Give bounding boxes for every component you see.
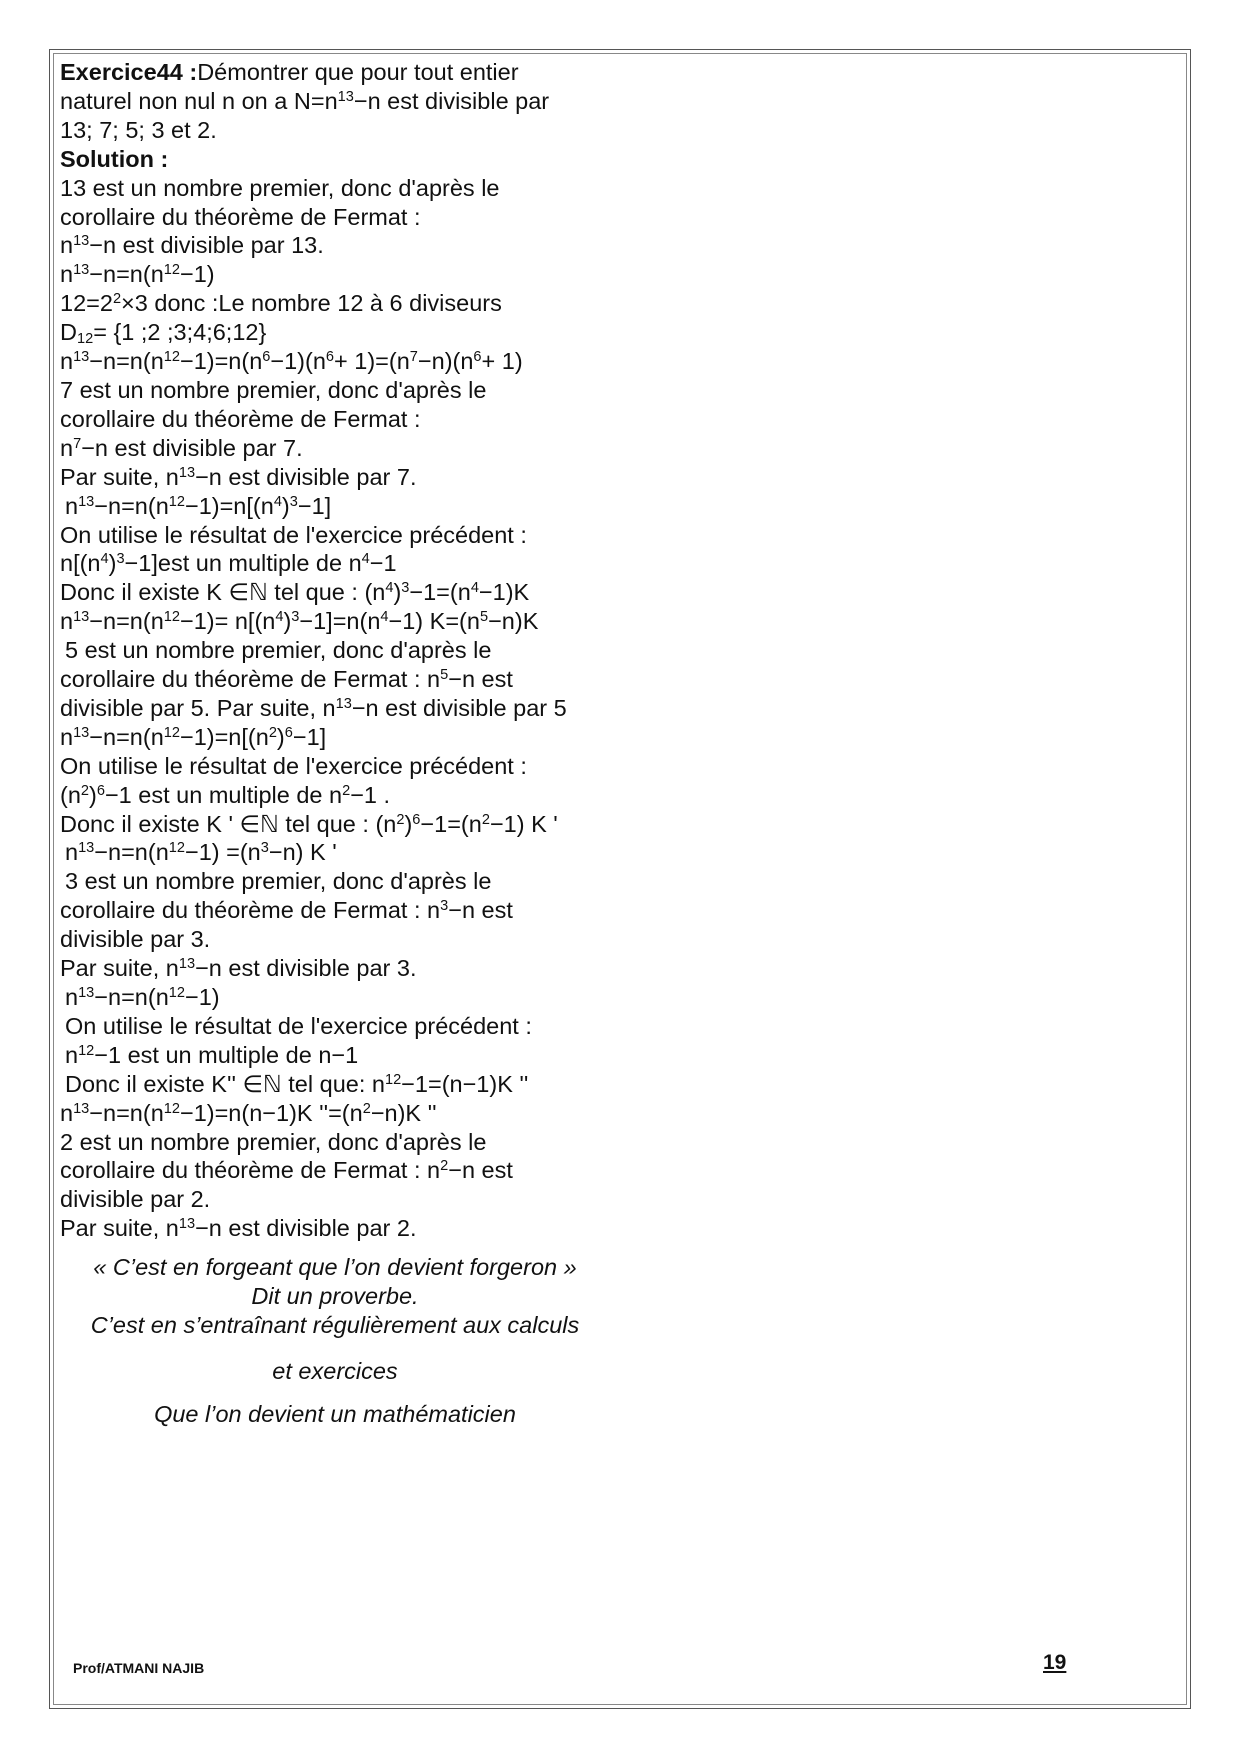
formula-line: $n^{13}-n=n(n^{12}-1)=n(n-1)K$ ''$=(n^2-n)K$ '' [60,1099,437,1126]
solution-line: $n^7-n$ est divisible par 7. [60,434,303,461]
quote-line-3: C’est en s’entraînant régulièrement aux calculs [90,1312,580,1338]
solution-line: 7 est un nombre premier, donc d'après le [60,376,487,403]
solution-line: 3 est un nombre premier, donc d'après le [65,868,492,895]
solution-line: 5 est un nombre premier, donc d'après le [65,637,492,664]
solution-line: On utilise le résultat de l'exercice précédent : [65,1012,532,1039]
solution-line: Par suite, $n^{13}-n$ est divisible par 3. [60,955,417,982]
quote-line-2: Dit un proverbe. [251,1283,419,1309]
solution-line: corollaire du théorème de Fermat : $n^3-n$ est [60,897,513,924]
formula-line: $n^{13}-n=n(n^{12}-1)= n[(n^4)^3-1]=n(n^4-1)$ $K=(n^5-n)K$ [60,608,539,635]
divisors-line: $D_{12}= \{1$ ;2 ;3;4;6;12} [60,319,267,348]
solution-line: Donc il existe K'' ∈ℕ tel que: $n^{12}-1=(n-1)K$ '' [65,1070,529,1097]
solution-line: On utilise le résultat de l'exercice précédent : [60,752,527,779]
solution-line: $n[(n^4)^3-1]est$ un multiple de $n^4-1$ [60,550,397,577]
exercise-body [60,58,620,1243]
formula-line: $n^{13}-n=n(n^{12}-1)$ [60,261,215,288]
solution-line: $n^{12}-1$ est un multiple de n−1 [65,1041,359,1068]
solution-line: $12=2^2\times 3$ donc :Le nombre 12 à 6 diviseurs [60,290,502,317]
formula-line: $n^{13}-n=n(n^{12}-1) =(n^3-n)$ K ' [65,839,337,866]
solution-heading: Solution : [60,145,169,172]
solution-line: $(n^2)^6-1$ est un multiple de $n^2-1$ . [60,781,391,808]
solution-line: $n^{13}-n$ est divisible par 13. [60,232,324,259]
formula-line: $n^{13}-n=n(n^{12}-1)=n(n^6-1)(n^6+ 1)=(n^7-n)(n^6+ 1)$ [60,348,523,375]
solution-line: On utilise le résultat de l'exercice précédent : [60,521,527,548]
quote-line-4: et exercices [272,1358,398,1384]
page-number: 19 [1043,1651,1067,1674]
solution-line: divisible par 3. [60,926,211,953]
solution-line: Par suite, $n^{13}-n$ est divisible par 2. [60,1215,417,1242]
solution-line: divisible par 2. [60,1186,211,1213]
solution-line: Par suite, $n^{13}-n$ est divisible par 7. [60,463,417,490]
exercise-statement-part1: Démontrer que pour tout entier [197,59,519,85]
solution-line: Donc il existe K ' ∈ℕ tel que : $(n^2)^6-1=(n^2-1)$ K ' [60,810,558,837]
solution-line: divisible par 5. Par suite, $n^{13}-n$ est divisible par 5 [60,694,567,721]
exercise-statement-part2: naturel non nul n on a N=n [60,87,338,114]
exercise-title: Exercice44 : [60,59,198,85]
formula-line: $n^{13}-n=n(n^{12}-1)$ [65,984,220,1010]
exercise-line-1 [60,58,620,87]
solution-line: corollaire du théorème de Fermat : [60,203,421,230]
solution-line: 2 est un nombre premier, donc d'après le [60,1128,487,1155]
solution-line: corollaire du théorème de Fermat : $n^5-n$ est [60,666,513,693]
quote-line-1: « C’est en forgeant que l’on devient forgeron » [93,1254,577,1280]
exercise-line-2: naturel non nul n on a $N=n^{13}-n$ est divisible par [60,87,550,114]
exercise-line-3: 13; 7; 5; 3 et 2. [60,116,217,143]
solution-line: corollaire du théorème de Fermat : [60,405,421,432]
solution-line: 13 est un nombre premier, donc d'après le [60,174,500,201]
quote-line-5: Que l’on devient un mathématicien [154,1401,516,1427]
formula-line: $n^{13}-n=n(n^{12}-1)=n[(n^2)^6-1]$ [60,723,327,750]
solution-line: corollaire du théorème de Fermat : $n^2-n$ est [60,1157,513,1184]
formula-line: $n^{13}-n=n(n^{12}-1)=n[(n^4)^3-1]$ [65,492,332,519]
author-footer: Prof/ATMANI NAJIB [73,1660,205,1676]
solution-line: Donc il existe K ∈ℕ tel que : $(n^4)^3-1=(n^4-1)K$ [60,579,530,606]
